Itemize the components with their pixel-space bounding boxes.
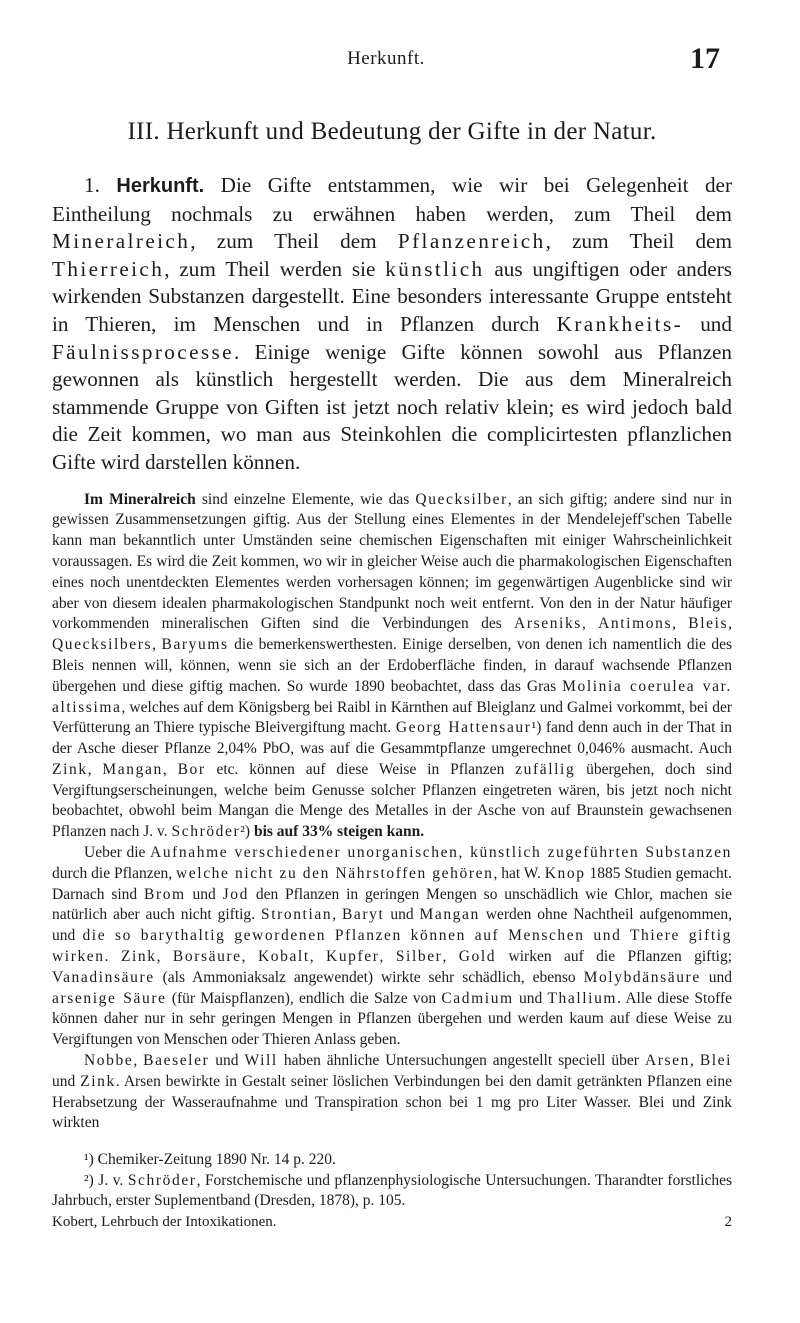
paragraph-mineralreich: Im Mineralreich sind einzelne Elemente, wie das Quecksilber, an sich giftig; andere sind nur in gewissen Zusammensetzungen giftig. Aus der Stellung eines Elementes in der Mendelejeff'schen Tabelle kann man bekanntlich unter Umständen seine chemischen Eigenschaften mit einiger Wahrscheinlichkeit voraussagen. Es wird die Zeit kommen, wo wir in gleicher Weise auch die pharmakologischen Eigenschaften eines noch unentdeckten Elementes werden vorhersagen können; im gegenwärtigen Augenblicke sind wir aber von diesem idealen pharmakologischen Standpunkt noch weit entfernt. Von den in der Natur häufiger vorkommenden mineralischen Giften sind die Verbindungen des Arseniks, Antimons, Bleis, Quecksilbers, Baryums die bemerkenswerthesten. Einige derselben, von denen ich namentlich die des Bleis nennen will, können, wenn sie sich an der Erdoberfläche finden, in darauf wachsende Pflanzen übergehen und diese giftig machen. So wurde 1890 beobachtet, dass das Gras Molinia coerulea var. altissima, welches auf dem Königsberg bei Raibl in Kärnthen auf Bleiglanz und Galmei vorkommt, bei der Verfütterung an Thiere typische Bleivergiftung macht. Georg Hattensaur¹) fand denn auch in der That in der Asche dieser Pflanze 2,04% PbO, was auf die Gesammtpflanze umgerechnet 0,046% ausmacht. Auch Zink, Mangan, Bor etc. können auf diese Weise in Pflanzen zufällig übergehen, doch sind Vergiftungserscheinungen, welche beim Genusse solcher Pflanzen eingetreten wären, bis jetzt noch nicht beobachtet, obwohl beim Mangan die Menge des Metalles in der Asche von auf Braunstein gewachsenen Pflanzen nach J. v. Schröder²) bis auf 33% steigen kann. <box>52 490 733 841</box>
page-number: 17 <box>690 42 720 75</box>
emphasis-kuenstlich: künstlich <box>385 256 485 281</box>
sheet-number: 2 <box>724 1213 732 1230</box>
footnote-2: ²) J. v. Schröder, Forstchemische und pflanzenphysiologische Untersuchungen. Tharandter forstliches Jahrbuch, erster Suplementband (Dresden, 1878), p. 105. <box>52 1171 732 1210</box>
section-1-paragraph: 1. Herkunft. Die Gifte entstammen, wie wir bei Gelegenheit der Eintheilung nochmals zu erwähnen haben werden, zum Theil dem Mineralreich, zum Theil dem Pflanzenreich, zum Theil dem Thierreich, zum Theil werden sie künstlich aus ungiftigen oder anders wirkenden Substanzen dargestellt. Eine besonders interessante Gruppe entsteht in Thieren, im Menschen und in Pflanzen durch Krankheits- und Fäulnissprocesse. Einige wenige Gifte können sowohl aus Pflanzen gewonnen als künstlich hergestellt werden. Die aus dem Mineralreich stammende Gruppe von Giften ist jetzt noch relativ klein; es wird jedoch bald die Zeit kommen, wo man aus Steinkohlen die complicirtesten pflanzlichen Gifte wird darstellen können. <box>52 173 733 474</box>
chapter-title: III. Herkunft und Bedeutung der Gifte in der Natur. <box>127 118 657 145</box>
section-number: 1. <box>84 173 100 197</box>
footnote-1: ¹) Chemiker-Zeitung 1890 Nr. 14 p. 220. <box>84 1151 336 1169</box>
running-head <box>52 42 720 75</box>
paragraph-nobbe: Nobbe, Baeseler und Will haben ähnliche Untersuchungen angestellt speciell über Arsen, Blei und Zink. Arsen bewirkte in Gestalt seiner löslichen Verbindungen bei den damit getränkten Pflanzen eine Herabsetzung der Wasseraufnahme und Transpiration schon bei 1 mg pro Liter Wasser. Blei und Zink wirkten <box>52 1052 733 1132</box>
emphasis-thierreich: Thierreich <box>52 256 165 281</box>
running-title: Herkunft. <box>347 48 425 69</box>
footnotes <box>52 1150 732 1212</box>
footnote-ref-1: ¹) <box>531 719 542 737</box>
emphasis-mineralreich: Mineralreich <box>52 229 191 254</box>
emphasis-krankheits: Krankheits- <box>556 311 684 336</box>
page-footer <box>52 1214 732 1236</box>
footnote-ref-2: ²) <box>240 823 251 841</box>
paragraph-aufnahme: Ueber die Aufnahme verschiedener unorganischen, künstlich zugeführten Substanzen durch die Pflanzen, welche nicht zu den Nährstoffen gehören, hat W. Knop 1885 Studien gemacht. Darnach sind Brom und Jod den Pflanzen in geringen Mengen so unschädlich wie Chlor, machen sie natürlich aber auch nicht giftig. Strontian, Baryt und Mangan werden ohne Nachtheil aufgenommen, und die so barythaltig gewordenen Pflanzen können auf Menschen und Thiere giftig wirken. Zink, Borsäure, Kobalt, Kupfer, Silber, Gold wirken auf die Pflanzen giftig; Vanadinsäure (als Ammoniaksalz angewendet) wirkte sehr schädlich, ebenso Molybdänsäure und arsenige Säure (für Maispflanzen), endlich die Salze von Cadmium und Thallium. Alle diese Stoffe können daher nur in sehr geringen Mengen in Pflanzen übergehen und werden kaum auf diese Weise zu Vergiftungen von Menschen oder Thieren Anlass geben. <box>52 844 733 1049</box>
section-heading: Herkunft. <box>116 175 205 197</box>
emphasis-pflanzenreich: Pflanzenreich <box>397 229 546 254</box>
page-content <box>52 118 732 1236</box>
book-signature: Kobert, Lehrbuch der Intoxikationen. <box>52 1213 277 1230</box>
emphasis-faeulnissprocesse: Fäulnissprocesse <box>52 339 234 364</box>
paragraph-heading-mineralreich: Im Mineralreich <box>84 490 196 508</box>
